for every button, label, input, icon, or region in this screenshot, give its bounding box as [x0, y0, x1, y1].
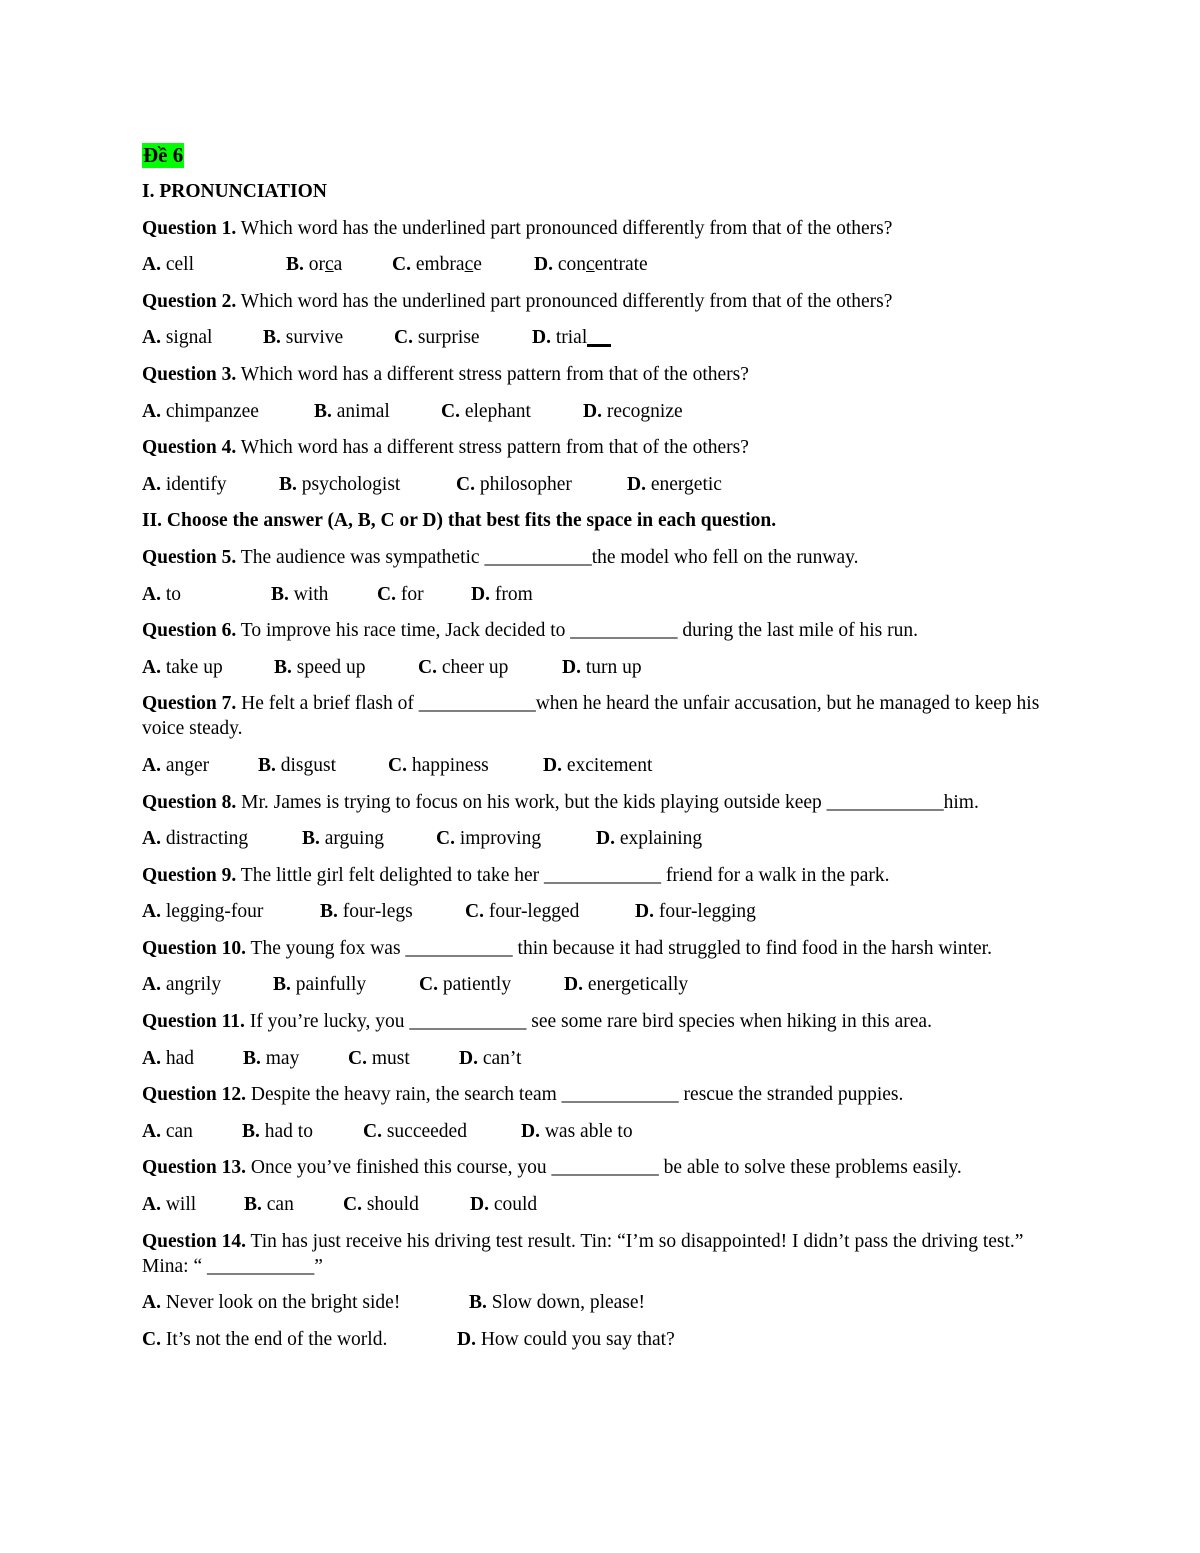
option-text: excitement	[561, 754, 653, 776]
option-letter: D.	[543, 754, 562, 776]
option-letter: D.	[471, 583, 490, 605]
option-letter: D.	[583, 400, 602, 422]
option-text: was able to	[539, 1120, 633, 1142]
option-text: should	[361, 1194, 419, 1216]
option-d	[470, 1192, 537, 1217]
option-letter: C.	[377, 583, 396, 605]
option-letter: A.	[142, 583, 161, 605]
option-text: may	[260, 1047, 300, 1069]
question-text: Mr. James is trying to focus on his work, but the kids playing outside keep ____________him.	[236, 791, 979, 813]
option-text: It’s not the end of the world.	[160, 1328, 388, 1350]
question-text: Which word has a different stress pattern from that of the others?	[236, 437, 749, 459]
question-text: Which word has the underlined part pronounced differently from that of the others?	[236, 290, 893, 312]
option-a	[142, 1046, 243, 1071]
option-letter: C.	[343, 1194, 362, 1216]
option-text: Never look on the bright side!	[160, 1292, 401, 1314]
option-a	[142, 753, 258, 778]
option-text: embra	[410, 254, 465, 276]
options-11	[142, 1046, 1072, 1071]
option-letter: A.	[142, 400, 161, 422]
option-text: can’t	[477, 1047, 522, 1069]
option-letter: C.	[392, 254, 411, 276]
option-b	[279, 472, 456, 497]
option-text: energetically	[582, 974, 689, 996]
question-label: Question 11.	[142, 1011, 245, 1033]
option-text: philosopher	[474, 473, 572, 495]
option-letter: D.	[635, 901, 654, 923]
option-letter: C.	[419, 974, 438, 996]
option-letter: D.	[459, 1047, 478, 1069]
option-text: had	[160, 1047, 194, 1069]
option-text: disgust	[275, 754, 337, 776]
option-letter: C.	[436, 828, 455, 850]
question-label: Question 14.	[142, 1230, 247, 1252]
worksheet-title: Đề 6	[143, 143, 184, 167]
question-3	[142, 362, 1072, 387]
option-text: improving	[454, 828, 542, 850]
option-letter: B.	[273, 974, 291, 996]
option-letter: B.	[279, 473, 297, 495]
option-b	[286, 252, 392, 277]
option-d	[457, 1327, 675, 1352]
option-b	[273, 972, 419, 997]
option-text: How could you say that?	[475, 1328, 675, 1350]
option-text: turn up	[580, 656, 642, 678]
option-b	[302, 826, 436, 851]
option-letter: B.	[469, 1292, 487, 1314]
option-a	[142, 899, 320, 924]
options-6	[142, 655, 1072, 680]
option-letter: A.	[142, 656, 161, 678]
question-label: Question 7.	[142, 693, 237, 715]
option-d	[543, 753, 652, 778]
question-2	[142, 289, 1072, 314]
options-1	[142, 252, 1072, 277]
option-d	[627, 472, 722, 497]
option-c	[456, 472, 627, 497]
question-10	[142, 936, 1072, 961]
option-letter: D.	[532, 327, 551, 349]
question-9	[142, 863, 1072, 888]
option-text: arguing	[319, 828, 384, 850]
option-letter: B.	[274, 656, 292, 678]
option-text: energetic	[645, 473, 722, 495]
option-text: must	[366, 1047, 410, 1069]
options-5	[142, 582, 1072, 607]
option-text: surprise	[412, 327, 480, 349]
option-text: entrate	[594, 254, 648, 276]
option-text: could	[488, 1194, 538, 1216]
option-b	[469, 1290, 645, 1315]
option-text: happiness	[406, 754, 489, 776]
question-7	[142, 691, 1072, 741]
option-letter: A.	[142, 828, 161, 850]
question-text: Once you’ve finished this course, you ___________ be able to solve these problems easily.	[246, 1157, 962, 1179]
option-letter: B.	[244, 1194, 262, 1216]
question-text: The audience was sympathetic ___________the model who fell on the runway.	[236, 546, 859, 568]
option-letter: C.	[465, 901, 484, 923]
option-c	[394, 325, 532, 350]
question-label: Question 1.	[142, 217, 237, 239]
option-letter: C.	[142, 1328, 161, 1350]
option-a	[142, 1192, 244, 1217]
question-8	[142, 790, 1072, 815]
option-a	[142, 582, 271, 607]
option-text: cell	[160, 254, 194, 276]
option-c	[465, 899, 635, 924]
option-text: four-legged	[483, 901, 580, 923]
option-letter: B.	[320, 901, 338, 923]
option-letter: D.	[564, 974, 583, 996]
underlined-part: c	[586, 254, 595, 276]
question-label: Question 6.	[142, 620, 237, 642]
option-a	[142, 399, 314, 424]
option-text: from	[489, 583, 533, 605]
question-13	[142, 1155, 1072, 1180]
option-c	[418, 655, 562, 680]
options-13	[142, 1192, 1072, 1217]
question-label: Question 5.	[142, 546, 237, 568]
option-a	[142, 1290, 469, 1315]
option-b	[263, 325, 394, 350]
option-letter: C.	[441, 400, 460, 422]
option-c	[348, 1046, 459, 1071]
option-b	[320, 899, 465, 924]
option-a	[142, 252, 286, 277]
option-c	[419, 972, 564, 997]
option-c	[436, 826, 596, 851]
question-label: Question 2.	[142, 290, 237, 312]
option-letter: D.	[562, 656, 581, 678]
question-label: Question 12.	[142, 1084, 247, 1106]
option-d	[459, 1046, 521, 1071]
option-c	[441, 399, 583, 424]
option-d	[583, 399, 683, 424]
option-letter: B.	[258, 754, 276, 776]
question-text: To improve his race time, Jack decided to ___________ during the last mile of his run.	[236, 620, 918, 642]
option-text: psychologist	[296, 473, 401, 495]
option-c	[388, 753, 543, 778]
option-letter: D.	[627, 473, 646, 495]
option-text: trial	[550, 327, 588, 349]
option-text: patiently	[437, 974, 512, 996]
option-text: with	[288, 583, 329, 605]
option-text: take up	[160, 656, 223, 678]
option-letter: A.	[142, 1120, 161, 1142]
question-text: Despite the heavy rain, the search team ____________ rescue the stranded puppies.	[246, 1084, 904, 1106]
question-text: Which word has the underlined part pronounced differently from that of the others?	[236, 217, 893, 239]
option-a	[142, 325, 263, 350]
option-b	[244, 1192, 343, 1217]
option-a	[142, 972, 273, 997]
options-9	[142, 899, 1072, 924]
question-text: The little girl felt delighted to take her ____________ friend for a walk in the park.	[236, 864, 890, 886]
option-text: a	[333, 254, 343, 276]
option-a	[142, 826, 302, 851]
option-d	[562, 655, 642, 680]
option-text: recognize	[601, 400, 683, 422]
underline-mark	[587, 344, 611, 347]
option-letter: A.	[142, 473, 161, 495]
option-letter: A.	[142, 327, 161, 349]
option-text: to	[160, 583, 182, 605]
option-text: cheer up	[436, 656, 509, 678]
option-text: can	[261, 1194, 294, 1216]
option-letter: D.	[521, 1120, 540, 1142]
options-2	[142, 325, 1072, 350]
underlined-part: c	[325, 254, 334, 276]
section-heading-pronunciation: I. PRONUNCIATION	[142, 181, 327, 202]
option-text: can	[160, 1120, 193, 1142]
option-letter: A.	[142, 1194, 161, 1216]
option-text: will	[160, 1194, 197, 1216]
option-d	[564, 972, 688, 997]
option-letter: A.	[142, 1047, 161, 1069]
option-letter: A.	[142, 1292, 161, 1314]
options-10	[142, 972, 1072, 997]
option-b	[243, 1046, 348, 1071]
question-label: Question 8.	[142, 791, 237, 813]
option-text: anger	[160, 754, 210, 776]
option-text: explaining	[614, 828, 703, 850]
question-text: Tin has just receive his driving test result. Tin: “I’m so disappointed! I didn’t pass the driving test.” Mina: “ ___________”	[142, 1230, 1024, 1277]
option-text: e	[473, 254, 482, 276]
question-text: The young fox was ___________ thin because it had struggled to find food in the harsh winter.	[246, 937, 992, 959]
options-3	[142, 399, 1072, 424]
question-12	[142, 1082, 1072, 1107]
option-d	[521, 1119, 633, 1144]
question-1	[142, 216, 1072, 241]
option-text: painfully	[290, 974, 367, 996]
option-letter: D.	[534, 254, 553, 276]
option-letter: D.	[470, 1194, 489, 1216]
option-letter: C.	[388, 754, 407, 776]
option-text: signal	[160, 327, 213, 349]
option-text: four-legs	[337, 901, 413, 923]
question-text: He felt a brief flash of ____________when he heard the unfair accusation, but he managed to keep his voice steady.	[142, 693, 1040, 740]
options-12	[142, 1119, 1072, 1144]
option-text: angrily	[160, 974, 222, 996]
option-letter: C.	[348, 1047, 367, 1069]
question-6	[142, 618, 1072, 643]
underlined-part: c	[464, 254, 474, 276]
option-c	[377, 582, 471, 607]
option-b	[271, 582, 377, 607]
option-d	[596, 826, 702, 851]
option-b	[274, 655, 418, 680]
option-a	[142, 655, 274, 680]
question-14	[142, 1229, 1072, 1279]
option-text: survive	[280, 327, 344, 349]
option-text: elephant	[459, 400, 531, 422]
option-d	[534, 252, 648, 277]
options-8	[142, 826, 1072, 851]
options-4	[142, 472, 1072, 497]
option-text: distracting	[160, 828, 249, 850]
option-d	[635, 899, 756, 924]
option-a	[142, 1119, 242, 1144]
option-letter: A.	[142, 254, 161, 276]
question-text: Which word has a different stress pattern from that of the others?	[236, 363, 749, 385]
question-5	[142, 545, 1072, 570]
option-text: con	[552, 254, 586, 276]
option-letter: C.	[456, 473, 475, 495]
question-11	[142, 1009, 1072, 1034]
option-letter: C.	[418, 656, 437, 678]
option-c	[142, 1327, 457, 1352]
option-b	[242, 1119, 363, 1144]
option-text: identify	[160, 473, 227, 495]
option-text: succeeded	[381, 1120, 467, 1142]
option-b	[258, 753, 388, 778]
option-d	[471, 582, 533, 607]
option-letter: D.	[457, 1328, 476, 1350]
question-text: If you’re lucky, you ____________ see some rare bird species when hiking in this area.	[244, 1011, 932, 1033]
option-c	[392, 252, 534, 277]
section-heading-choose-answer: II. Choose the answer (A, B, C or D) that best fits the space in each question.	[142, 510, 777, 532]
question-label: Question 10.	[142, 937, 247, 959]
option-letter: A.	[142, 974, 161, 996]
option-text: or	[303, 254, 326, 276]
option-letter: D.	[596, 828, 615, 850]
option-letter: B.	[263, 327, 281, 349]
question-label: Question 3.	[142, 363, 237, 385]
option-letter: A.	[142, 754, 161, 776]
option-letter: B.	[242, 1120, 260, 1142]
option-letter: C.	[394, 327, 413, 349]
options-7	[142, 753, 1072, 778]
option-a	[142, 472, 279, 497]
option-letter: B.	[286, 254, 304, 276]
option-letter: B.	[314, 400, 332, 422]
option-c	[343, 1192, 470, 1217]
option-letter: B.	[302, 828, 320, 850]
option-text: speed up	[291, 656, 366, 678]
option-b	[314, 399, 441, 424]
option-text: chimpanzee	[160, 400, 259, 422]
option-text: had to	[259, 1120, 313, 1142]
question-label: Question 13.	[142, 1157, 247, 1179]
option-c	[363, 1119, 521, 1144]
options-14-row-1	[142, 1290, 1072, 1315]
question-label: Question 4.	[142, 437, 237, 459]
option-letter: A.	[142, 901, 161, 923]
option-letter: C.	[363, 1120, 382, 1142]
question-4	[142, 435, 1072, 460]
option-letter: B.	[271, 583, 289, 605]
option-text: for	[395, 583, 424, 605]
option-text: animal	[331, 400, 390, 422]
option-d	[532, 325, 611, 350]
question-label: Question 9.	[142, 864, 237, 886]
option-text: four-legging	[653, 901, 756, 923]
option-letter: B.	[243, 1047, 261, 1069]
option-text: legging-four	[160, 901, 264, 923]
worksheet	[142, 140, 1072, 1363]
option-text: Slow down, please!	[486, 1292, 646, 1314]
options-14-row-2	[142, 1327, 1072, 1352]
